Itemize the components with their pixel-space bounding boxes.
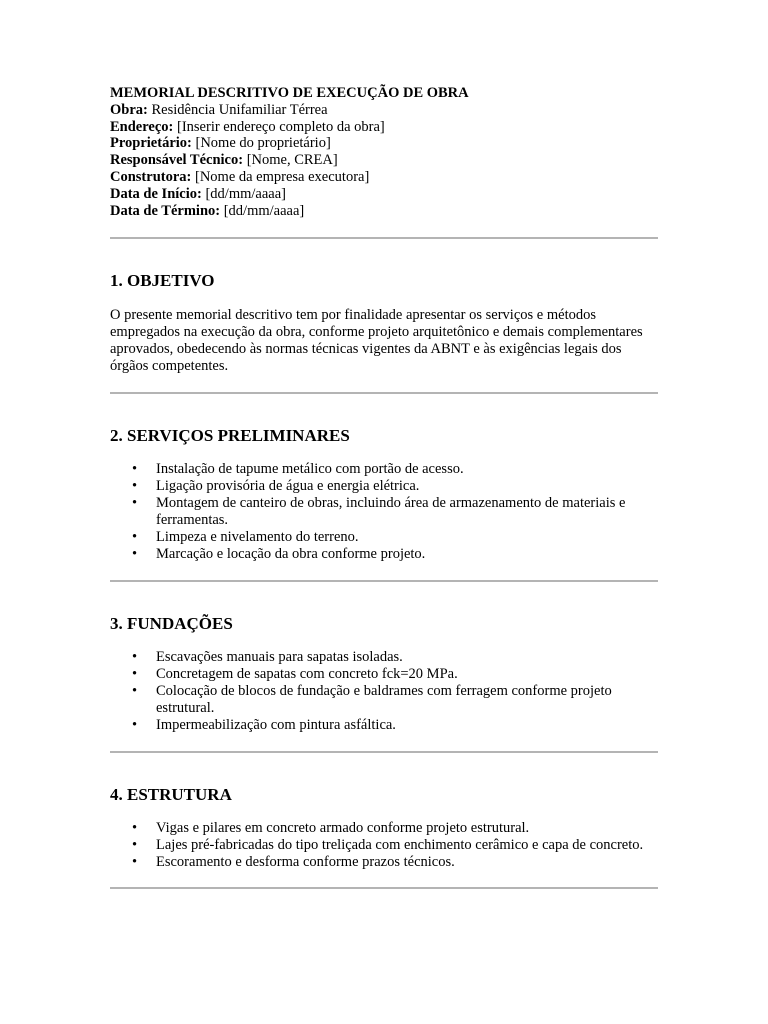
meta-endereco: [110, 119, 658, 136]
section-title-objetivo: 1. OBJETIVO: [110, 271, 215, 291]
section-title-servicos-preliminares: 2. SERVIÇOS PRELIMINARES: [110, 426, 350, 446]
meta-value: [Nome do proprietário]: [191, 135, 331, 152]
list-item-text: Ligação provisória de água e energia elétrica.: [156, 478, 420, 495]
section-title-fundacoes: 3. FUNDAÇÕES: [110, 614, 233, 634]
section-divider: [110, 887, 658, 889]
meta-value: [dd/mm/aaaa]: [201, 185, 286, 202]
bullet-icon: •: [132, 478, 138, 495]
list-item-text: Marcação e locação da obra conforme projeto.: [156, 546, 426, 563]
objetivo-paragraph: O presente memorial descritivo tem por finalidade apresentar os serviços e métodos empregados na execução da obra, conforme projeto arquitetônico e demais complementares aprovados, obedecendo às normas técnicas vigentes da ABNT e às exigências legais dos órgãos competentes.: [110, 307, 643, 375]
list-item-text: Escavações manuais para sapatas isoladas.: [156, 649, 403, 666]
document-title: MEMORIAL DESCRITIVO DE EXECUÇÃO DE OBRA: [110, 85, 469, 101]
meta-proprietario: [110, 135, 658, 152]
bullet-icon: •: [132, 529, 138, 546]
bullet-icon: •: [132, 837, 138, 854]
bullet-icon: •: [132, 683, 138, 700]
bullet-icon: •: [132, 546, 138, 563]
list-item: [110, 529, 658, 546]
estrutura-list: [110, 820, 658, 871]
section-divider: [110, 580, 658, 582]
list-item: [110, 461, 658, 478]
list-item-text: Colocação de blocos de fundação e baldrames com ferragem conforme projeto estrutural.: [156, 683, 612, 717]
meta-responsavel: [110, 152, 658, 169]
bullet-icon: •: [132, 666, 138, 683]
list-item-text: Limpeza e nivelamento do terreno.: [156, 529, 359, 546]
fundacoes-list: [110, 649, 658, 734]
meta-value: Residência Unifamiliar Térrea: [147, 101, 328, 118]
meta-label: Data de Início:: [110, 185, 202, 202]
list-item-text: Concretagem de sapatas com concreto fck=20 MPa.: [156, 666, 458, 683]
meta-construtora: [110, 169, 658, 186]
bullet-icon: •: [132, 461, 138, 478]
document-header: [110, 85, 658, 219]
meta-data-inicio: [110, 186, 658, 203]
servicos-preliminares-list: [110, 461, 658, 563]
meta-value: [Nome da empresa executora]: [191, 168, 370, 185]
bullet-icon: •: [132, 717, 138, 734]
list-item-text: Montagem de canteiro de obras, incluindo área de armazenamento de materiais e ferramentas.: [156, 495, 626, 529]
meta-label: Obra:: [110, 101, 148, 118]
meta-label: Endereço:: [110, 118, 174, 135]
meta-value: [Nome, CREA]: [243, 152, 338, 169]
list-item: [110, 837, 658, 854]
list-item-text: Instalação de tapume metálico com portão de acesso.: [156, 461, 464, 478]
list-item: [110, 854, 658, 871]
list-item-text: Vigas e pilares em concreto armado conforme projeto estrutural.: [156, 820, 530, 837]
list-item: [110, 546, 658, 563]
bullet-icon: •: [132, 854, 138, 871]
list-item: [110, 820, 658, 837]
meta-data-termino: [110, 203, 658, 220]
meta-label: Responsável Técnico:: [110, 152, 244, 169]
list-item-text: Impermeabilização com pintura asfáltica.: [156, 717, 396, 734]
bullet-icon: •: [132, 649, 138, 666]
list-item: [110, 649, 658, 666]
meta-obra: [110, 102, 658, 119]
meta-value: [dd/mm/aaaa]: [220, 202, 305, 219]
meta-value: [Inserir endereço completo da obra]: [173, 118, 385, 135]
document-page: [110, 85, 658, 889]
list-item: [110, 666, 658, 683]
bullet-icon: •: [132, 495, 138, 512]
list-item: [110, 683, 658, 717]
section-divider: [110, 237, 658, 239]
meta-label: Construtora:: [110, 168, 192, 185]
bullet-icon: •: [132, 820, 138, 837]
list-item: [110, 495, 658, 529]
section-title-estrutura: 4. ESTRUTURA: [110, 785, 232, 805]
section-divider: [110, 392, 658, 394]
list-item-text: Lajes pré-fabricadas do tipo treliçada com enchimento cerâmico e capa de concreto.: [156, 837, 644, 854]
list-item: [110, 717, 658, 734]
list-item: [110, 478, 658, 495]
list-item-text: Escoramento e desforma conforme prazos técnicos.: [156, 854, 455, 871]
meta-label: Proprietário:: [110, 135, 192, 152]
meta-label: Data de Término:: [110, 202, 221, 219]
section-divider: [110, 751, 658, 753]
